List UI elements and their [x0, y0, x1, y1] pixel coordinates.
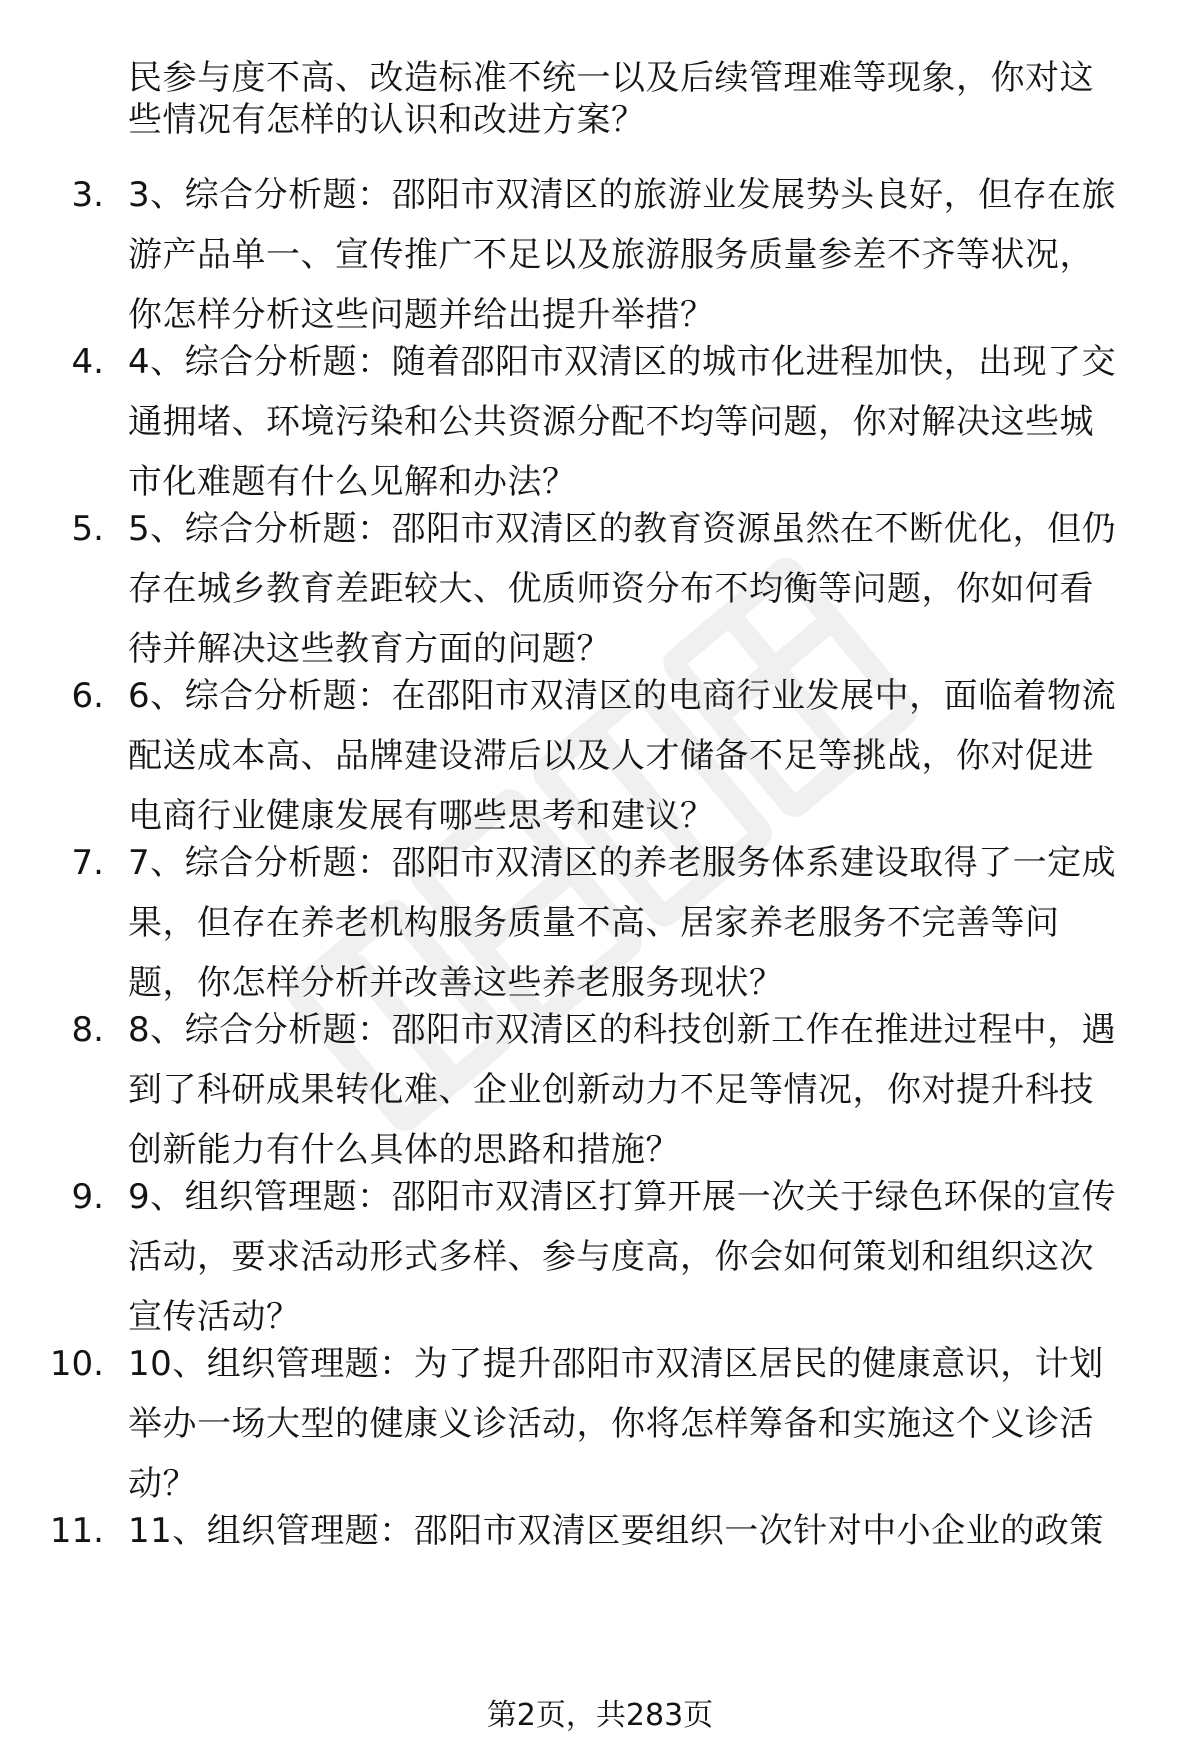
item-line: 果，但存在养老机构服务质量不高、居家养老服务不完善等问: [128, 903, 1060, 943]
item-line: 10、组织管理题：为了提升邵阳市双清区居民的健康意识，计划: [128, 1344, 1104, 1384]
item-line: 3、综合分析题：邵阳市双清区的旅游业发展势头良好，但存在旅: [128, 175, 1117, 215]
item-number: 3.: [71, 175, 104, 215]
item-text: [128, 1000, 1168, 1180]
item-line: 电商行业健康发展有哪些思考和建议？: [128, 796, 715, 836]
item-text: [128, 332, 1168, 512]
item-number: 7.: [71, 843, 104, 883]
item-line: 活动，要求活动形式多样、参与度高，你会如何策划和组织这次: [128, 1237, 1094, 1277]
item-line: 你怎样分析这些问题并给出提升举措？: [128, 295, 715, 335]
item-line: 7、综合分析题：邵阳市双清区的养老服务体系建设取得了一定成: [128, 843, 1117, 883]
item-line: 8、综合分析题：邵阳市双清区的科技创新工作在推进过程中，遇: [128, 1010, 1117, 1050]
item-line: 动？: [128, 1464, 197, 1504]
item-line: 通拥堵、环境污染和公共资源分配不均等问题，你对解决这些城: [128, 402, 1094, 442]
item-number: 6.: [71, 676, 104, 716]
item-line: 6、综合分析题：在邵阳市双清区的电商行业发展中，面临着物流: [128, 676, 1117, 716]
item-number: 4.: [71, 342, 104, 382]
item-line: 4、综合分析题：随着邵阳市双清区的城市化进程加快，出现了交: [128, 342, 1117, 382]
item-line: 存在城乡教育差距较大、优质师资分布不均衡等问题，你如何看: [128, 569, 1094, 609]
item-line: 配送成本高、品牌建设滞后以及人才储备不足等挑战，你对促进: [128, 736, 1094, 776]
item-line: 举办一场大型的健康义诊活动，你将怎样筹备和实施这个义诊活: [128, 1404, 1094, 1444]
item-number: 10.: [49, 1344, 104, 1384]
item-number: 11.: [49, 1511, 104, 1551]
item-line: 题，你怎样分析并改善这些养老服务现状？: [128, 963, 784, 1003]
item-text: [128, 666, 1168, 846]
item-text: [128, 1501, 1168, 1561]
item-line: 9、组织管理题：邵阳市双清区打算开展一次关于绿色环保的宣传: [128, 1177, 1117, 1217]
page-number-footer: 第2页，共283页: [486, 1698, 714, 1733]
item-line: 5、综合分析题：邵阳市双清区的教育资源虽然在不断优化，但仍: [128, 509, 1117, 549]
item-text: [128, 165, 1168, 345]
item-text: [128, 499, 1168, 679]
item-number: 5.: [71, 509, 104, 549]
item-line: 待并解决这些教育方面的问题？: [128, 629, 611, 669]
item-line: 游产品单一、宣传推广不足以及旅游服务质量参差不齐等状况，: [128, 235, 1094, 275]
item-line: 11、组织管理题：邵阳市双清区要组织一次针对中小企业的政策: [128, 1511, 1104, 1551]
item-text: [128, 1334, 1168, 1514]
item-line: 市化难题有什么见解和办法？: [128, 462, 577, 502]
continuation-line: 些情况有怎样的认识和改进方案？: [128, 100, 646, 140]
item-text: [128, 1167, 1168, 1347]
item-number: 9.: [71, 1177, 104, 1217]
item-text: [128, 833, 1168, 1013]
item-line: 到了科研成果转化难、企业创新动力不足等情况，你对提升科技: [128, 1070, 1094, 1110]
item-line: 创新能力有什么具体的思路和措施？: [128, 1130, 680, 1170]
item-number: 8.: [71, 1010, 104, 1050]
item-line: 宣传活动？: [128, 1297, 301, 1337]
continuation-line: 民参与度不高、改造标准不统一以及后续管理难等现象，你对这: [128, 58, 1094, 98]
